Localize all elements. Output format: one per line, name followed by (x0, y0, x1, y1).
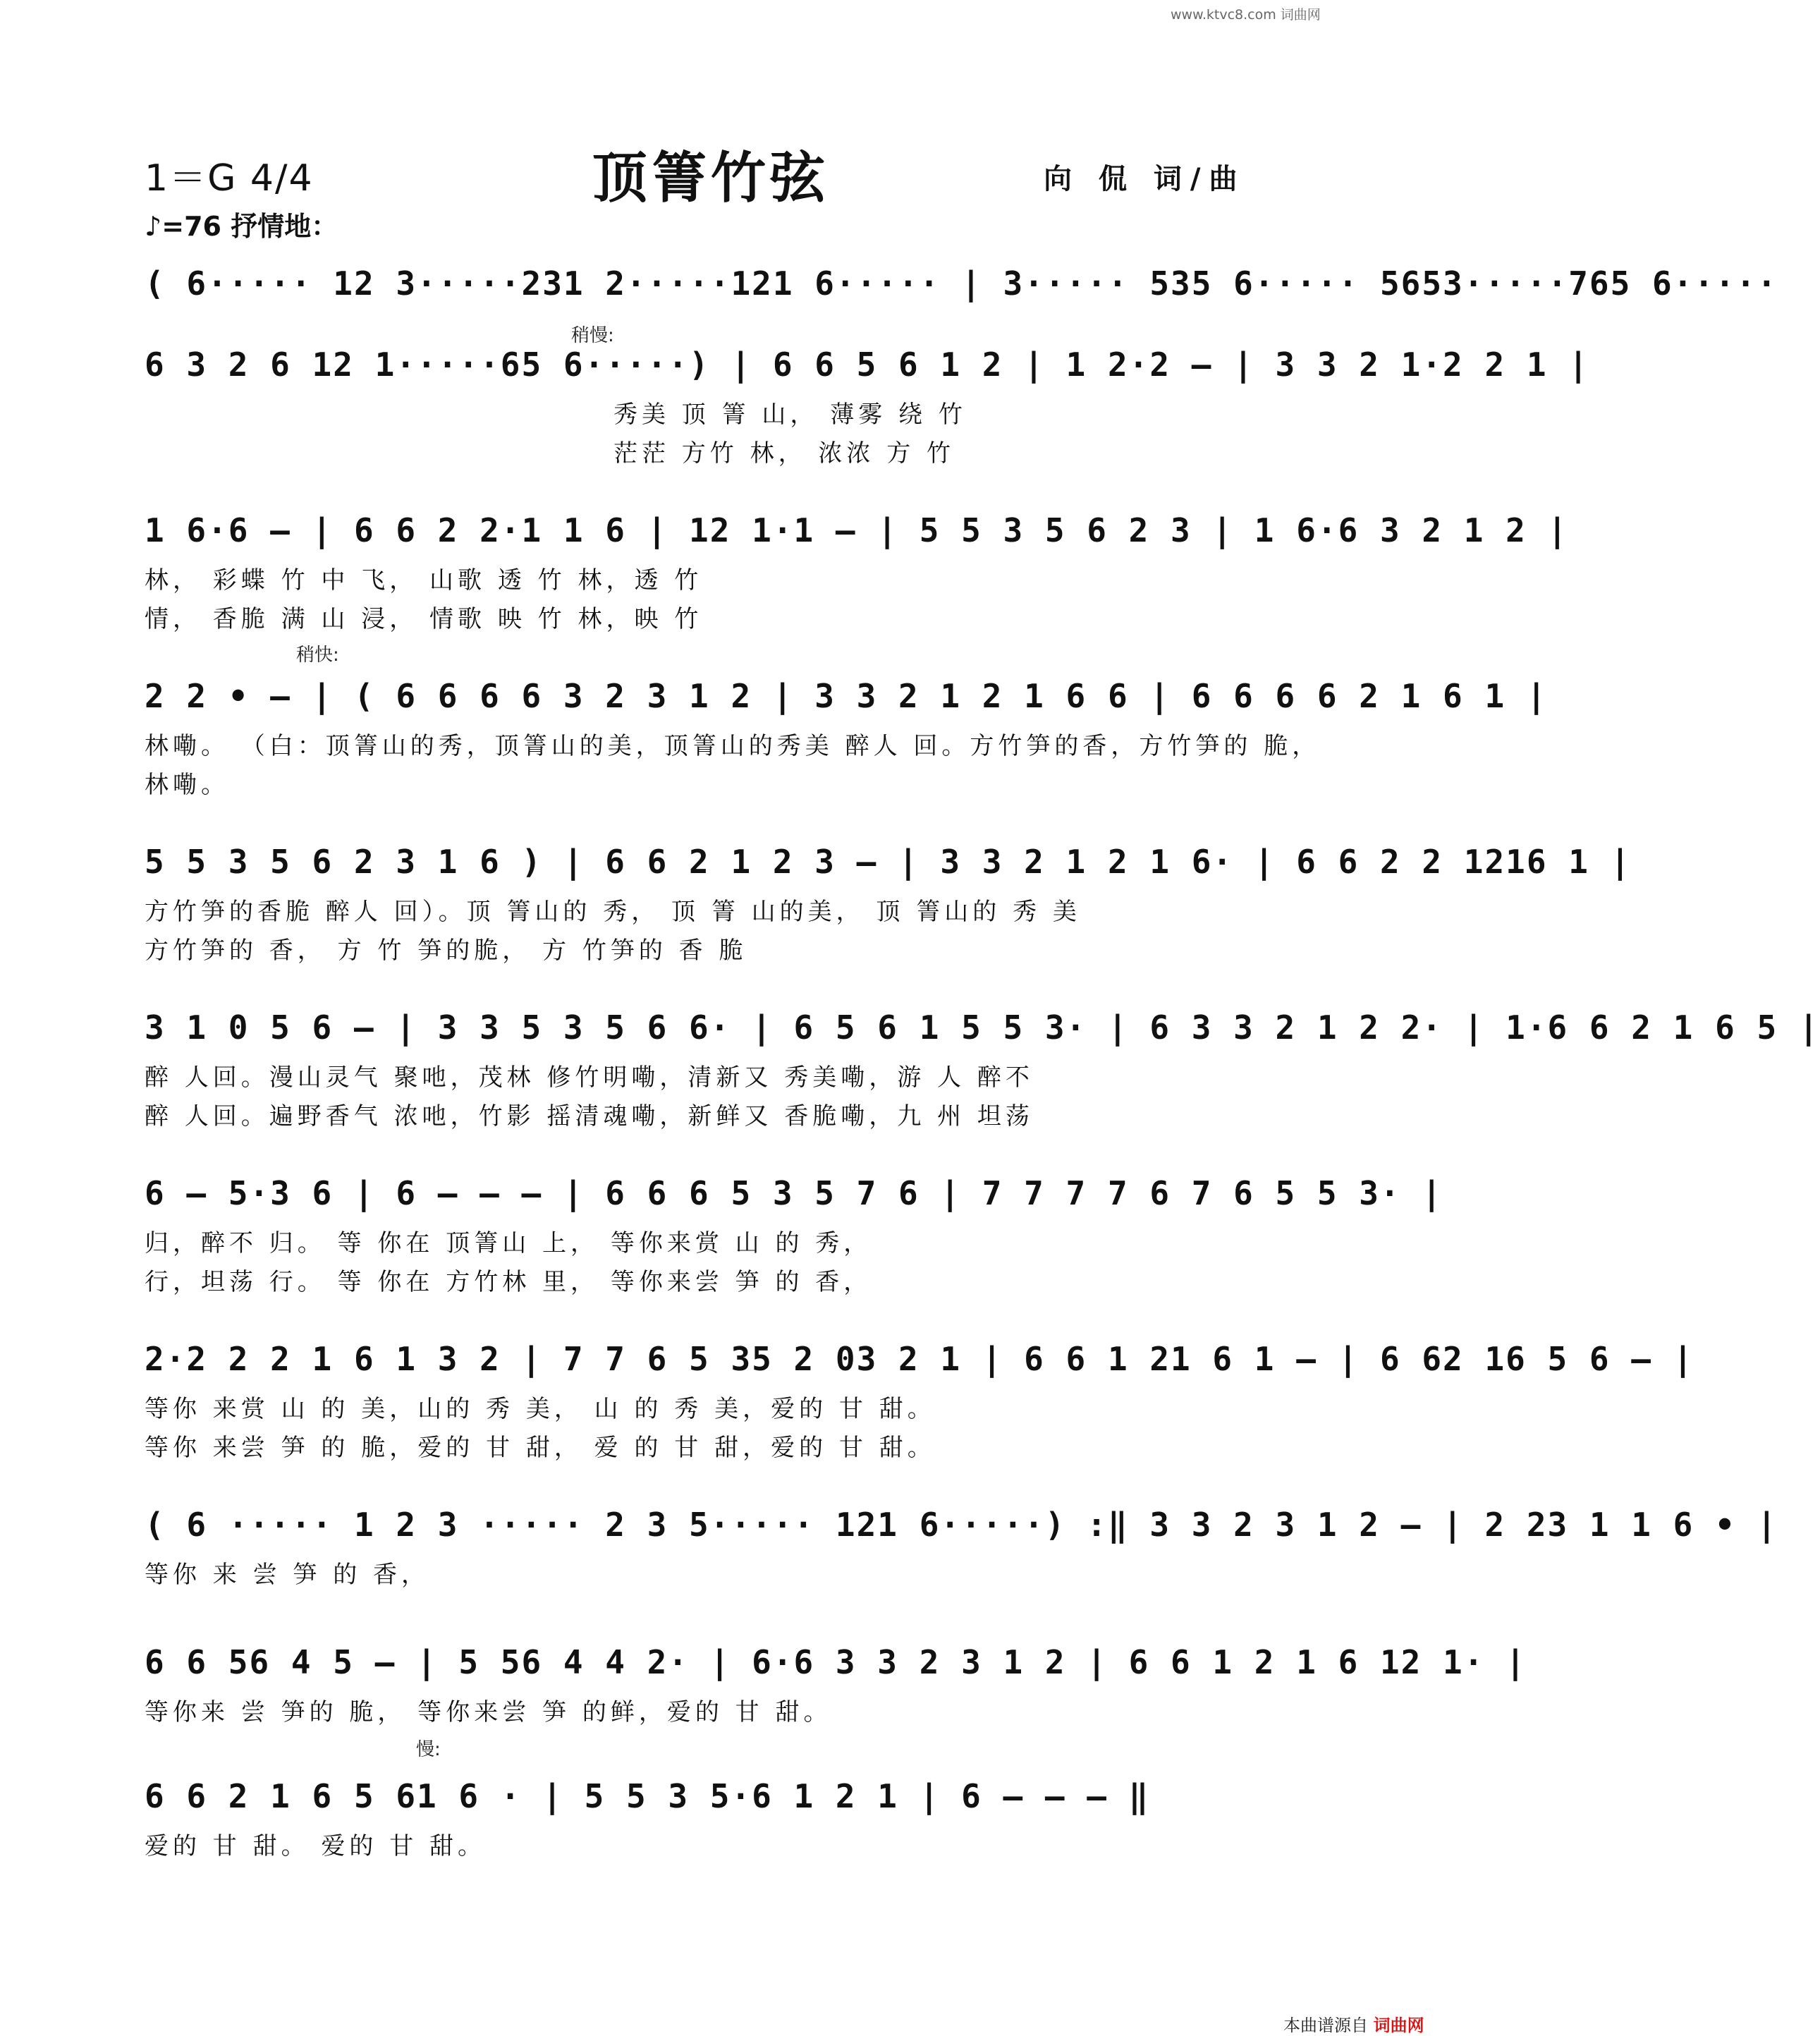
notation-line: ( 6····· 12 3·····231 2·····121 6····· | 3····· 535 6····· 5653·····765 6····· (145, 264, 1778, 303)
song-title: 顶箐竹弦 (592, 147, 830, 210)
lyric-line: 归，醉不 归。 等 你在 顶箐山 上， 等你来赏 山 的 秀， (145, 1229, 872, 1257)
lyric-line: 林嘞。 (145, 771, 229, 799)
watermark-text: www.ktvc8.com 词曲网 (1171, 7, 1321, 23)
tempo-mark-faster: 稍快: (296, 645, 339, 666)
notation-line: 6 6 2 1 6 5 61 6 · | 5 5 3 5·6 1 2 1 | 6 — — — ‖ (145, 1777, 1150, 1815)
notation-line: 5 5 3 5 6 2 3 1 6 ) | 6 6 2 1 2 3 — | 3 3 2 1 2 1 6· | 6 6 2 2 1216 1 | (145, 843, 1632, 881)
tempo-mark-slower: 稍慢: (571, 325, 614, 346)
footer-brand: 词曲网 (1373, 2016, 1424, 2035)
author-credit: 向 侃 词/曲 (1044, 163, 1246, 195)
tempo-mark-slow: 慢: (416, 1739, 441, 1760)
lyric-line: 茫茫 方竹 林， 浓浓 方 竹 (613, 439, 955, 468)
lyric-line: 行，坦荡 行。 等 你在 方竹林 里， 等你来尝 笋 的 香， (145, 1268, 872, 1296)
lyric-line: 林嘞。 （白：顶箐山的秀，顶箐山的美，顶箐山的秀美 醉人 回。方竹笋的香，方竹笋的 脆， (145, 732, 1321, 760)
lyric-line: 林， 彩蝶 竹 中 飞， 山歌 透 竹 林，透 竹 (145, 566, 703, 595)
notation-line: 2·2 2 2 1 6 1 3 2 | 7 7 6 5 35 2 03 2 1 | 6 6 1 21 6 1 — | 6 62 16 5 6 — | (145, 1340, 1694, 1378)
notation-line: 6 — 5·3 6 | 6 — — — | 6 6 6 5 3 5 7 6 | 7 7 7 7 6 7 6 5 5 3· | (145, 1174, 1443, 1212)
notation-line: ( 6 ····· 1 2 3 ····· 2 3 5····· 121 6·····) :‖ 3 3 2 3 1 2 — | 2 23 1 1 6 • | (145, 1506, 1778, 1544)
tempo-marking: ♪=76 抒情地： (145, 211, 338, 242)
footer-text: 本曲谱源自 (1283, 2016, 1368, 2035)
lyric-line: 等你 来赏 山 的 美，山的 秀 美， 山 的 秀 美，爱的 甘 甜。 (145, 1395, 936, 1423)
footer-credit (1283, 2011, 1424, 2036)
notation-line: 1 6·6 — | 6 6 2 2·1 1 6 | 12 1·1 — | 5 5 3 5 6 2 3 | 1 6·6 3 2 1 2 | (145, 511, 1569, 549)
lyric-line: 方竹笋的香脆 醉人 回）。顶 箐山的 秀， 顶 箐 山的美， 顶 箐山的 秀 美 (145, 898, 1081, 926)
lyric-line: 爱的 甘 甜。 爱的 甘 甜。 (145, 1832, 487, 1860)
notation-line: 6 6 56 4 5 — | 5 56 4 4 2· | 6·6 3 3 2 3 1 2 | 6 6 1 2 1 6 12 1· | (145, 1643, 1527, 1681)
lyric-line: 醉 人回。漫山灵气 聚吔，茂林 修竹明嘞，清新又 秀美嘞，游 人 醉不 (145, 1063, 1034, 1092)
key-signature: 1＝G 4/4 (145, 157, 314, 200)
lyric-line: 方竹笋的 香， 方 竹 笋的脆， 方 竹笋的 香 脆 (145, 937, 747, 965)
lyric-line: 情， 香脆 满 山 浸， 情歌 映 竹 林，映 竹 (145, 605, 703, 633)
lyric-line: 秀美 顶 箐 山， 薄雾 绕 竹 (613, 401, 967, 429)
notation-line: 2 2 • — | ( 6 6 6 6 3 2 3 1 2 | 3 3 2 1 2 1 6 6 | 6 6 6 6 2 1 6 1 | (145, 677, 1548, 715)
lyric-line: 醉 人回。遍野香气 浓吔，竹影 摇清魂嘞，新鲜又 香脆嘞，九 州 坦荡 (145, 1102, 1034, 1130)
notation-line: 6 3 2 6 12 1·····65 6·····) | 6 6 5 6 1 2 | 1 2·2 — | 3 3 2 1·2 2 1 | (145, 346, 1589, 384)
lyric-line: 等你 来 尝 笋 的 香， (145, 1561, 430, 1589)
lyric-line: 等你来 尝 笋的 脆， 等你来尝 笋 的鲜，爱的 甘 甜。 (145, 1698, 832, 1726)
notation-line: 3 1 0 5 6 — | 3 3 5 3 5 6 6· | 6 5 6 1 5 5 3· | 6 3 3 2 1 2 2· | 1·6 6 2 1 6 5 | (145, 1008, 1820, 1047)
lyric-line: 等你 来尝 笋 的 脆，爱的 甘 甜， 爱 的 甘 甜，爱的 甘 甜。 (145, 1434, 936, 1462)
